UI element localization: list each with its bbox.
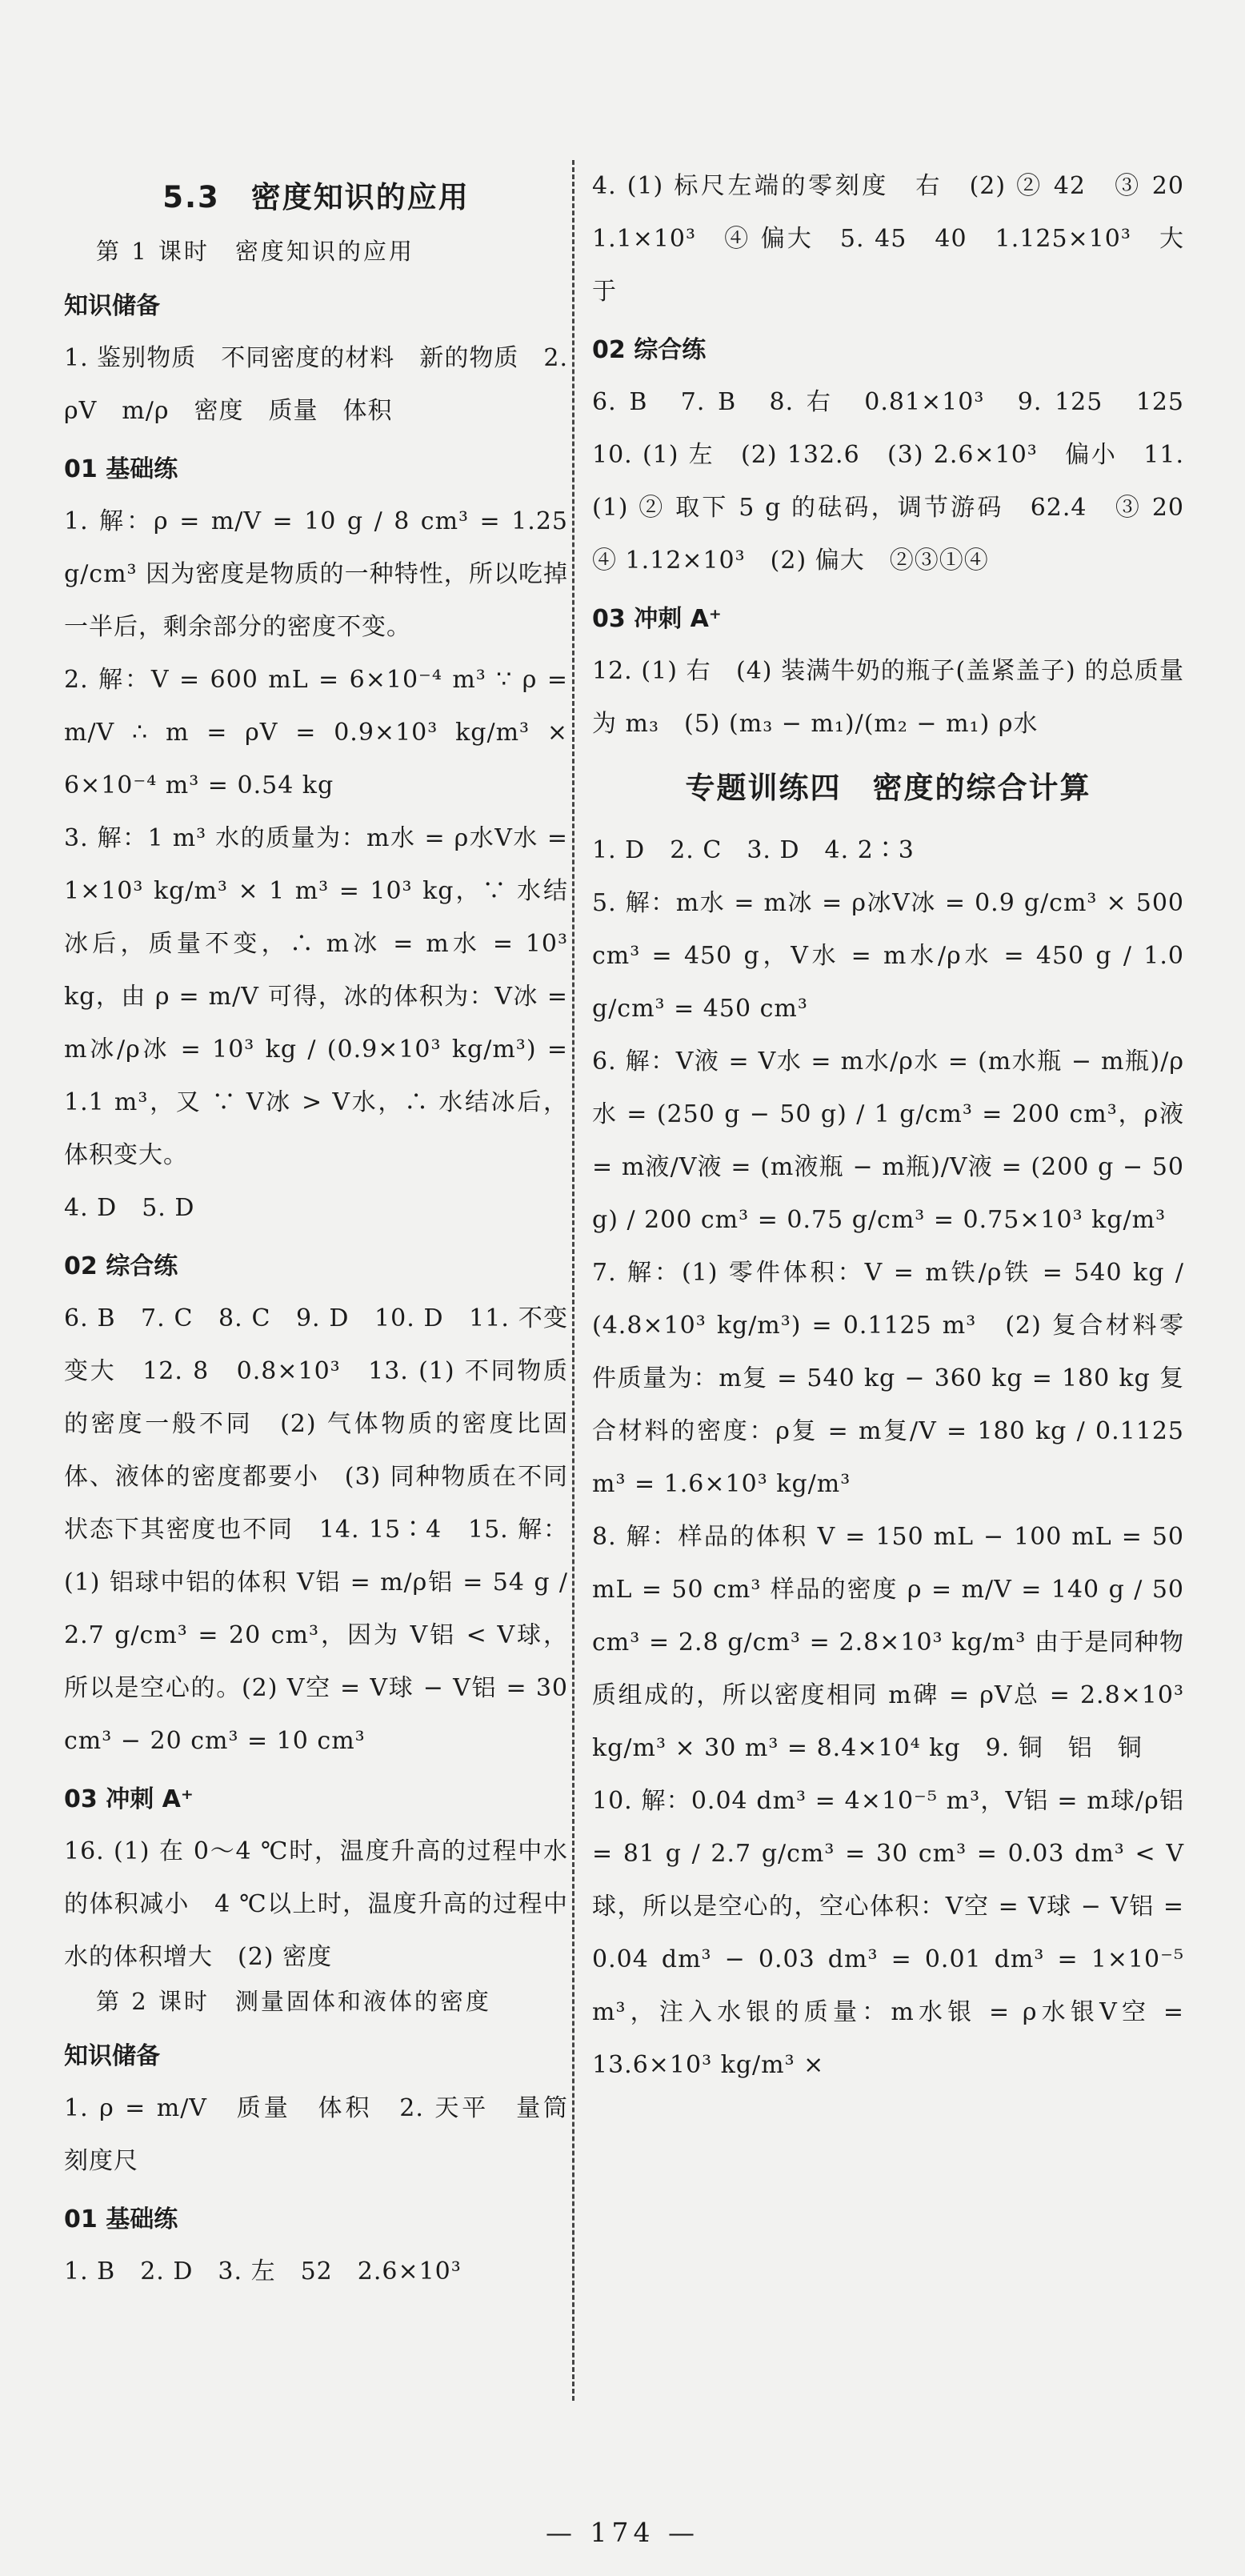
comprehensive-practice-heading-2: 02 综合练 <box>592 336 707 364</box>
knowledge-answers: 1. 鉴别物质 不同密度的材料 新的物质 2. ρV m/ρ 密度 质量 体积 <box>64 344 568 425</box>
answer-3: 3. 解：1 m³ 水的质量为：m水 = ρ水V水 = 1×10³ kg/m³ × 1 m³ = 10³ kg，∵ 水结冰后，质量不变，∴ m冰 = m水 = 10³ kg，由 ρ = m/V 可得，冰的体积为：V冰 = m冰/ρ冰 = 10³ kg / (0.9×10³ kg/m³) = 1.1 m³，又 ∵ V冰 > V水，∴ 水结冰后，体积变大。 <box>64 824 568 1169</box>
topic-answer-5: 5. 解：m水 = m冰 = ρ冰V冰 = 0.9 g/cm³ × 500 cm³ = 450 g，V水 = m水/ρ水 = 450 g / 1.0 g/cm³ = 450 cm³ <box>592 889 1184 1023</box>
lesson-2-title: 第 2 课时 测量固体和液体的密度 <box>96 1988 491 2015</box>
section-title: 5.3 密度知识的应用 <box>162 180 470 214</box>
knowledge-heading-2: 知识储备 <box>64 2042 160 2070</box>
answer-12-lesson-2: 12. (1) 右 (4) 装满牛奶的瓶子(盖紧盖子) 的总质量为 m₃ (5) (m₃ − m₁)/(m₂ − m₁) ρ水 <box>592 657 1184 738</box>
topic-answer-6: 6. 解：V液 = V水 = m水/ρ水 = (m水瓶 − m瓶)/ρ水 = (250 g − 50 g) / 1 g/cm³ = 200 cm³，ρ液 = m液/V液 = (m液瓶 − m瓶)/V液 = (200 g − 50 g) / 200 cm³ = 0.75 g/cm³ = 0.75×10³ kg/m³ <box>592 1048 1184 1234</box>
left-column <box>64 160 593 2298</box>
comprehensive-practice-heading: 02 综合练 <box>64 1252 178 1280</box>
page-number: — 174 — <box>546 2517 699 2548</box>
sprint-heading-2: 03 冲刺 A⁺ <box>592 605 722 633</box>
knowledge-answers-2: 1. ρ = m/V 质量 体积 2. 天平 量筒 刻度尺 <box>64 2094 593 2175</box>
lesson-1-title: 第 1 课时 密度知识的应用 <box>96 238 414 265</box>
topic-training-title: 专题训练四 密度的综合计算 <box>685 771 1091 805</box>
answers-6-15: 6. B 7. C 8. C 9. D 10. D 11. 不变 变大 12. 8 0.8×10³ 13. (1) 不同物质的密度一般不同 (2) 气体物质的密度比固体、液体的密度都要小 (3) 同种物质在不同状态下其密度也不同 14. 15∶4 15. 解：(1) 铝球中铝的体积 V铝 = m/ρ铝 = 54 g / 2.7 g/cm³ = 20 cm³，因为 V铝 < V球，所以是空心的。(2) V空 = V球 − V铝 = 30 cm³ − 20 cm³ = 10 cm³ <box>64 1304 593 1755</box>
topic-answers-1-4: 1. D 2. C 3. D 4. 2∶3 <box>592 836 915 864</box>
answer-1: 1. 解：ρ = m/V = 10 g / 8 cm³ = 1.25 g/cm³ 因为密度是物质的一种特性，所以吃掉一半后，剩余部分的密度不变。 <box>64 507 568 641</box>
basic-practice-heading-2: 01 基础练 <box>64 2205 178 2233</box>
topic-answer-8-9: 8. 解：样品的体积 V = 150 mL − 100 mL = 50 mL = 50 cm³ 样品的密度 ρ = m/V = 140 g / 50 cm³ = 2.8 g/cm³ = 2.8×10³ kg/m³ 由于是同种物质组成的，所以密度相同 m碑 = ρV总 = 2.8×10³ kg/m³ × 30 m³ = 8.4×10⁴ kg 9. 铜 铝 铜 <box>592 1523 1184 1762</box>
topic-answer-10: 10. 解：0.04 dm³ = 4×10⁻⁵ m³，V铝 = m球/ρ铝 = 81 g / 2.7 g/cm³ = 30 cm³ = 0.03 dm³ < V球，所以是空心的，空心体积：V空 = V球 − V铝 = 0.04 dm³ − 0.03 dm³ = 0.01 dm³ = 1×10⁻⁵ m³，注入水银的质量：m水银 = ρ水银V空 = 13.6×10³ kg/m³ × <box>592 1787 1184 2079</box>
right-column <box>592 160 1209 2092</box>
answer-16: 16. (1) 在 0～4 ℃时，温度升高的过程中水的体积减小 4 ℃以上时，温度升高的过程中水的体积增大 (2) 密度 <box>64 1837 568 1971</box>
knowledge-heading: 知识储备 <box>64 292 160 320</box>
answer-2: 2. 解：V = 600 mL = 6×10⁻⁴ m³ ∵ ρ = m/V ∴ m = ρV = 0.9×10³ kg/m³ × 6×10⁻⁴ m³ = 0.54 kg <box>64 666 568 799</box>
basic-practice-heading: 01 基础练 <box>64 455 178 483</box>
answers-6-11-lesson-2: 6. B 7. B 8. 右 0.81×10³ 9. 125 125 10. (1) 左 (2) 132.6 (3) 2.6×10³ 偏小 11. (1) ② 取下 5 g 的砝码，调节游码 62.4 ③ 20 ④ 1.12×10³ (2) 偏大 ②③①④ <box>592 388 1209 575</box>
sprint-heading: 03 冲刺 A⁺ <box>64 1785 194 1813</box>
column-divider <box>572 160 574 2401</box>
answer-4-5: 4. D 5. D <box>64 1194 195 1222</box>
answers-4-5-lesson-2: 4. (1) 标尺左端的零刻度 右 (2) ② 42 ③ 20 1.1×10³ ④ 偏大 5. 45 40 1.125×10³ 大于 <box>592 172 1209 306</box>
topic-answer-7: 7. 解：(1) 零件体积：V = m铁/ρ铁 = 540 kg / (4.8×10³ kg/m³) = 0.1125 m³ (2) 复合材料零件质量为：m复 = 540 kg − 360 kg = 180 kg 复合材料的密度：ρ复 = m复/V = 180 kg / 0.1125 m³ = 1.6×10³ kg/m³ <box>592 1259 1184 1498</box>
answers-1-3-lesson-2: 1. B 2. D 3. 左 52 2.6×10³ <box>64 2258 462 2286</box>
